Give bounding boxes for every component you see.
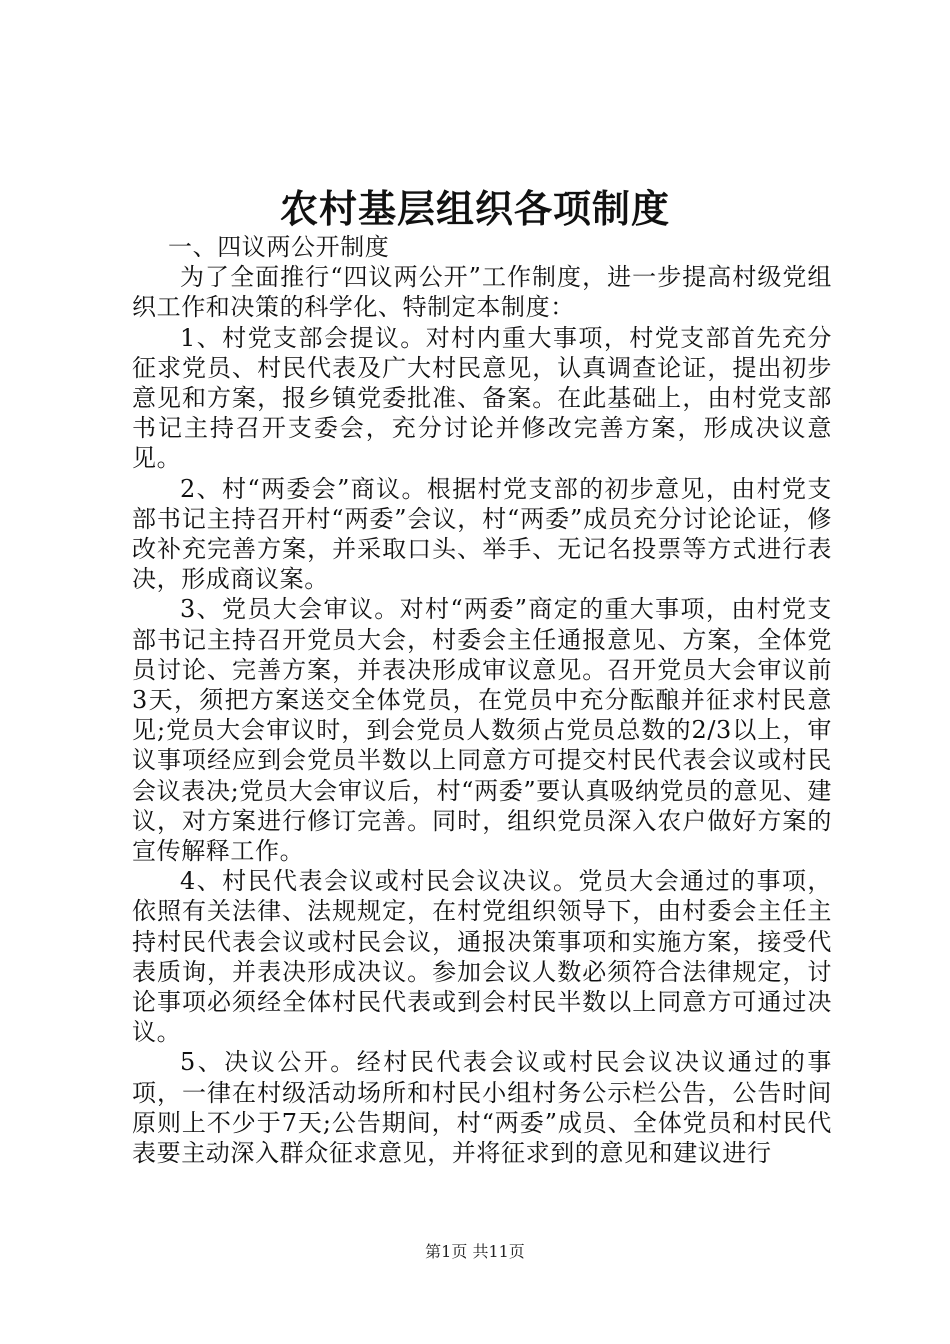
paragraph-item-3: 3、党员大会审议。对村“两委”商定的重大事项，由村党支部书记主持召开党员大会，村委会主任通报意见、方案，全体党员讨论、完善方案，并表决形成审议意见。召开党员大会审议前3天，须把方案送交全体党员，在党员中充分酝酿并征求村民意见;党员大会审议时，到会党员人数须占党员总数的2/3以上，审议事项经应到会党员半数以上同意方可提交村民代表会议或村民会议表决;党员大会审议后，村“两委”要认真吸纳党员的意见、建议，对方案进行修订完善。同时，组织党员深入农户做好方案的宣传解释工作。 bbox=[132, 595, 832, 866]
page-footer: 第1页 共11页 bbox=[425, 1242, 525, 1261]
paragraph-item-2: 2、村“两委会”商议。根据村党支部的初步意见，由村党支部书记主持召开村“两委”会议，村“两委”成员充分讨论论证，修改补充完善方案，并采取口头、举手、无记名投票等方式进行表决，形成商议案。 bbox=[132, 474, 832, 594]
paragraph-intro: 为了全面推行“四议两公开”工作制度，进一步提高村级党组织工作和决策的科学化、特制定本制度： bbox=[132, 263, 832, 322]
paragraph-item-5: 5、决议公开。经村民代表会议或村民会议决议通过的事项，一律在村级活动场所和村民小组村务公示栏公告，公告时间原则上不少于7天;公告期间，村“两委”成员、全体党员和村民代表要主动深入群众征求意见，并将征求到的意见和建议进行 bbox=[132, 1048, 832, 1168]
document-body bbox=[132, 232, 832, 1168]
document-title: 农村基层组织各项制度 bbox=[279, 186, 670, 231]
paragraph-item-1: 1、村党支部会提议。对村内重大事项，村党支部首先充分征求党员、村民代表及广大村民意见，认真调查论证，提出初步意见和方案，报乡镇党委批准、备案。在此基础上，由村党支部书记主持召开支委会，充分讨论并修改完善方案，形成决议意见。 bbox=[132, 323, 832, 473]
paragraph-item-4: 4、村民代表会议或村民会议决议。党员大会通过的事项，依照有关法律、法规规定，在村党组织领导下，由村委会主任主持村民代表会议或村民会议，通报决策事项和实施方案，接受代表质询，并表决形成决议。参加会议人数必须符合法律规定，讨论事项必须经全体村民代表或到会村民半数以上同意方可通过决议。 bbox=[132, 867, 832, 1047]
section-heading: 一、四议两公开制度 bbox=[168, 233, 390, 261]
